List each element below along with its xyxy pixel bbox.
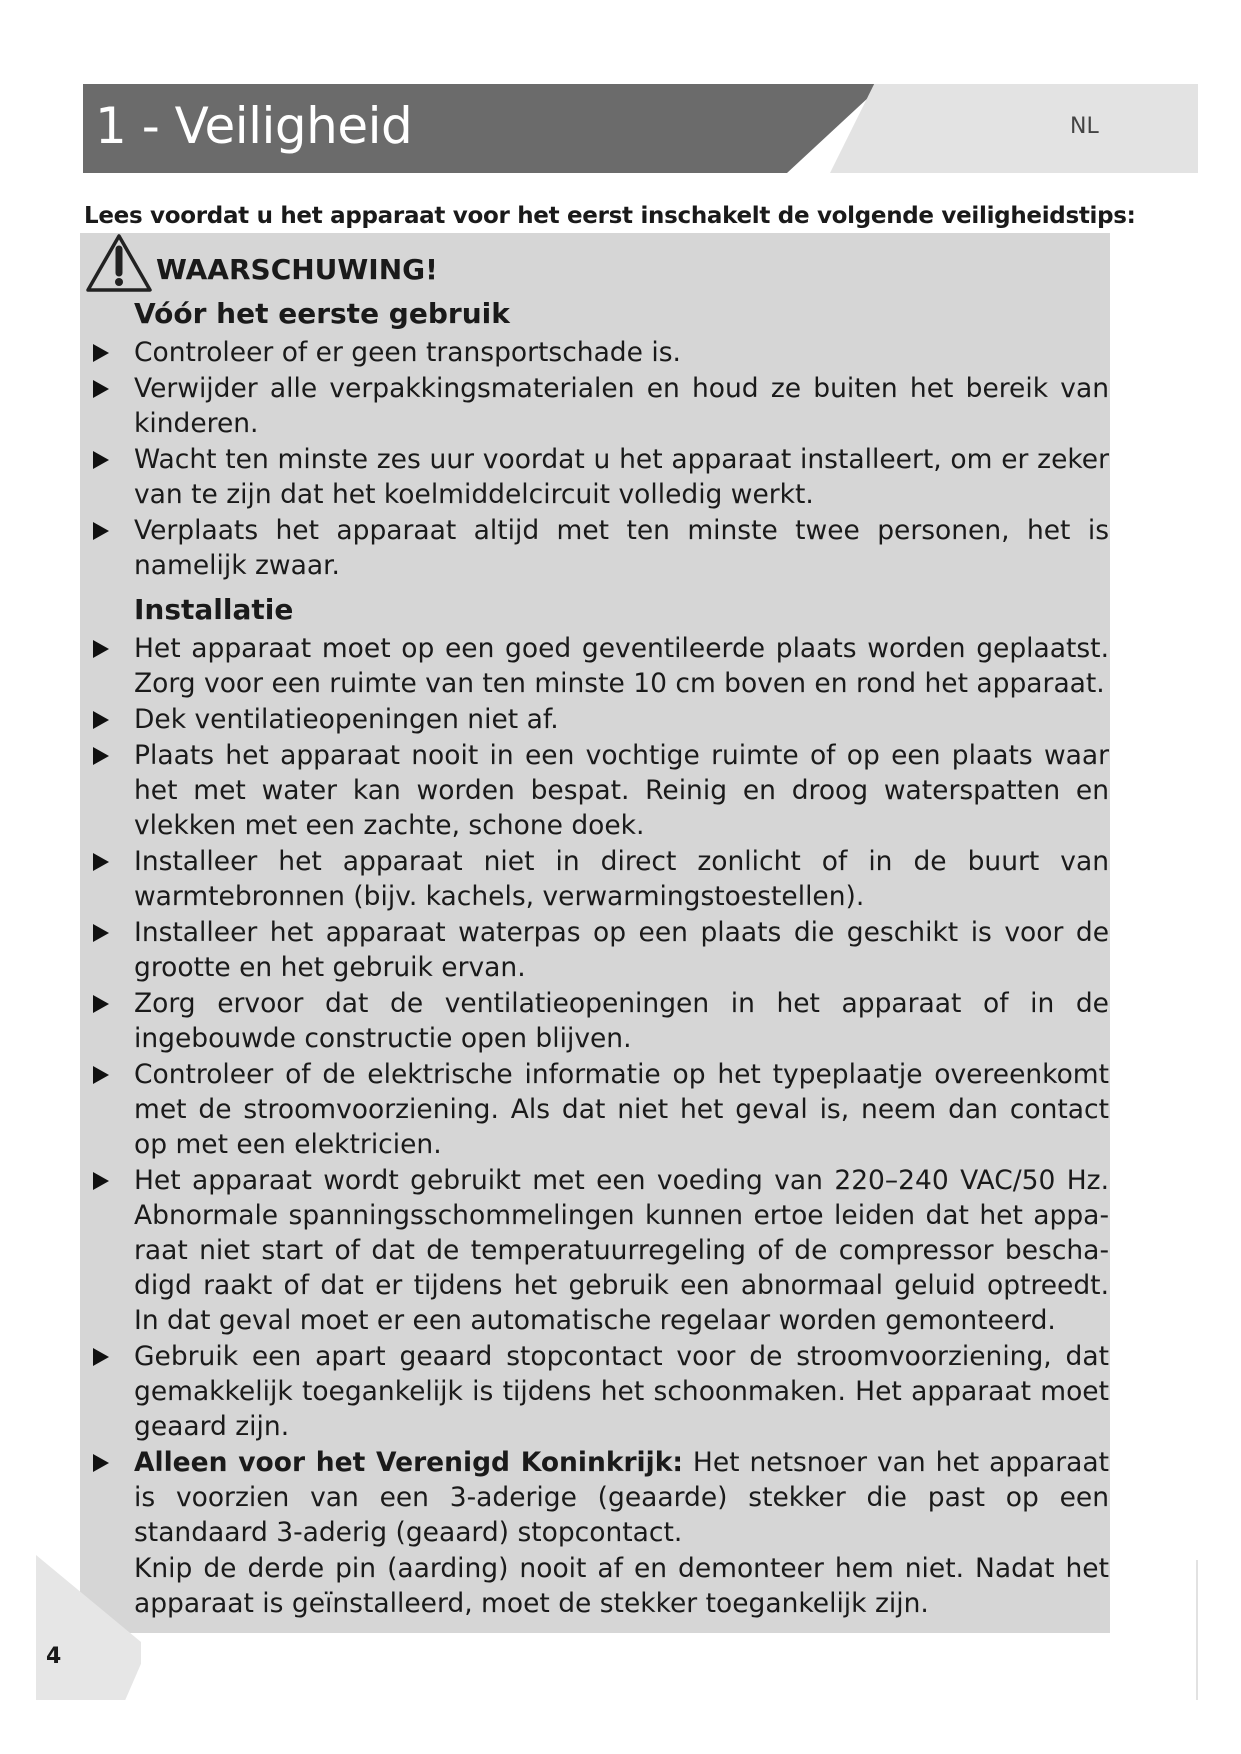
header-language-panel: [830, 84, 1198, 173]
bullet-triangle-icon: [93, 1454, 109, 1472]
language-label: NL: [1070, 114, 1099, 139]
list-item: Gebruik een apart geaard stopcontact voor de stroomvoorziening, dat gemakkelijk toegankelijk is tijdens het schoonmaken. Het apparaat moet geaard zijn.: [84, 1339, 1114, 1444]
bullet-triangle-icon: [93, 640, 109, 658]
list-item: Wacht ten minste zes uur voordat u het apparaat installeert, om er zeker van te zijn dat het koelmiddelcircuit volledig werkt.: [84, 442, 1114, 512]
list-item: Controleer of er geen transportschade is.: [84, 335, 1114, 370]
bullet-triangle-icon: [93, 1066, 109, 1084]
bullet-triangle-icon: [93, 1172, 109, 1190]
bullet-triangle-icon: [93, 747, 109, 765]
list-item: Verwijder alle verpakkingsmaterialen en houd ze buiten het bereik van kinderen.: [84, 371, 1114, 441]
list-item: Verplaats het apparaat altijd met ten minste twee personen, het is namelijk zwaar.: [84, 513, 1114, 583]
uk-text: Het netsnoer van het apparaat is voorzien van een 3-aderige (geaarde) stekker die past op een standaard 3-aderig (geaard) stopcontact.: [134, 1447, 1109, 1548]
list-item: Installeer het apparaat waterpas op een plaats die geschikt is voor de grootte en het gebruik ervan.: [84, 915, 1114, 985]
list-item-uk: [84, 1445, 1114, 1550]
list-item: Plaats het apparaat nooit in een vochtige ruimte of op een plaats waar het met water kan worden bespat. Reinig en droog waterspatten en vlekken met een zachte, schone doek.: [84, 738, 1114, 843]
bullet-triangle-icon: [93, 711, 109, 729]
list-item: Het apparaat wordt gebruikt met een voeding van 220–240 VAC/50 Hz. Abnormale spanningsschommelingen kunnen ertoe leiden dat het apparaat niet start of dat de temperatuurregeling of de compressor beschadigd raakt of dat er tijdens het gebruik een abnormaal geluid optreedt. In dat geval moet er een automatische regelaar worden gemonteerd.: [84, 1163, 1114, 1338]
warning-title: WAARSCHUWING!: [156, 252, 438, 286]
bullet-triangle-icon: [93, 995, 109, 1013]
warning-triangle-icon: [84, 232, 154, 294]
bullet-triangle-icon: [93, 344, 109, 362]
list-item: Installeer het apparaat niet in direct zonlicht of in de buurt van warmtebronnen (bijv. kachels, verwarmingstoestellen).: [84, 844, 1114, 914]
section-heading-installation: Installatie: [134, 593, 294, 626]
warning-content: [84, 296, 1114, 1621]
list-item: Controleer of de elektrische informatie op het typeplaatje overeenkomt met de stroomvoorziening. Als dat niet het geval is, neem dan contact op met een elektricien.: [84, 1057, 1114, 1162]
page-number: 4: [46, 1644, 62, 1669]
bullet-triangle-icon: [93, 853, 109, 871]
intro-text: Lees voordat u het apparaat voor het eerst inschakelt de volgende veiligheidstips:: [84, 203, 1136, 229]
list-item: Het apparaat moet op een goed geventileerde plaats worden geplaatst. Zorg voor een ruimte van ten minste 10 cm boven en rond het apparaat.: [84, 631, 1114, 701]
warning-header: [84, 232, 438, 294]
uk-continuation: Knip de derde pin (aarding) nooit af en demonteer hem niet. Nadat het apparaat is geïnstalleerd, moet de stekker toegankelijk zijn.: [134, 1553, 1109, 1619]
bullet-triangle-icon: [93, 451, 109, 469]
bullet-triangle-icon: [93, 380, 109, 398]
list-item: Zorg ervoor dat de ventilatieopeningen in het apparaat of in de ingebouwde constructie open blijven.: [84, 986, 1114, 1056]
page-edge-line: [1196, 1560, 1198, 1700]
list-item: Dek ventilatieopeningen niet af.: [84, 702, 1114, 737]
section-heading-first-use: Vóór het eerste gebruik: [134, 297, 510, 330]
page-title: 1 - Veiligheid: [95, 97, 413, 155]
bullet-triangle-icon: [93, 1348, 109, 1366]
bullet-triangle-icon: [93, 924, 109, 942]
bullet-triangle-icon: [93, 522, 109, 540]
uk-label: Alleen voor het Verenigd Koninkrijk:: [134, 1447, 683, 1478]
